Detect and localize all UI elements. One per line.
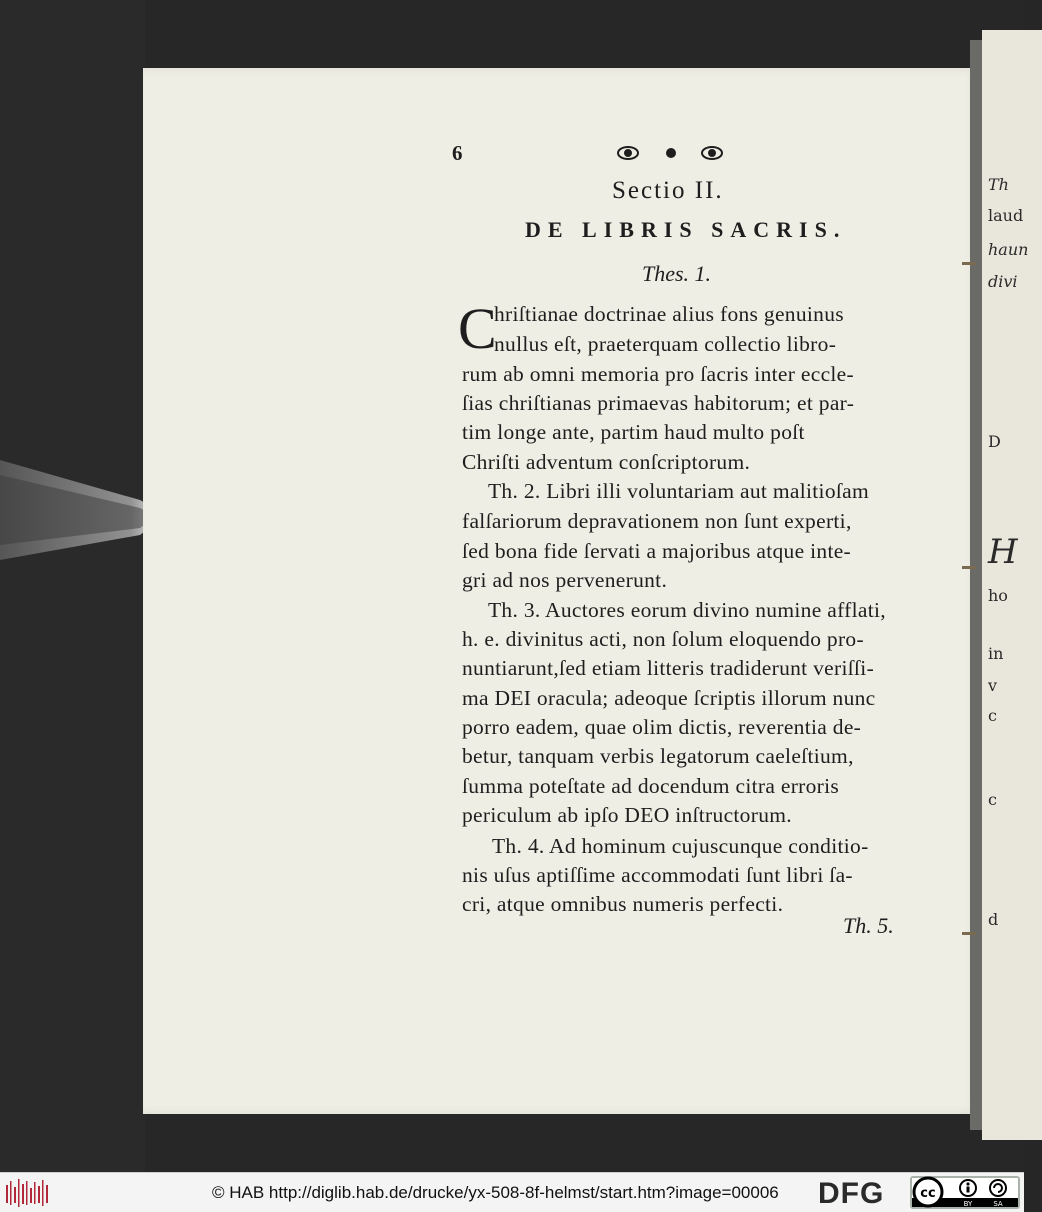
text-line: cri, atque omnibus numeris perfecti.: [462, 892, 784, 916]
page-edge-marker: [962, 262, 976, 265]
text-line: nuntiarunt,ſed etiam litteris tradiderunt veriſſi-: [462, 656, 875, 680]
page-edge-marker: [962, 932, 976, 935]
scan-background: [0, 0, 145, 1172]
next-page-fragment: haun: [988, 240, 1029, 259]
text-line: Th. 2. Libri illi voluntariam aut malitioſam: [488, 479, 870, 503]
viewer-footer: [0, 1172, 1024, 1212]
text-line: nullus eſt, praeterquam collectio libro-: [494, 332, 837, 356]
text-line: ſumma poteſtate ad docendum citra erroris: [462, 774, 840, 798]
next-page-fragment: D: [988, 432, 1001, 451]
next-page-fragment: divi: [988, 272, 1018, 291]
ornament-icon: [614, 142, 730, 164]
text-line: periculum ab ipſo DEO inſtructorum.: [462, 803, 792, 827]
drop-cap: C: [458, 296, 497, 361]
section-title: Sectio II.: [612, 177, 724, 204]
text-line: nis uſus aptiſſime accommodati ſunt libri ſa-: [462, 863, 853, 887]
svg-text:SA: SA: [993, 1200, 1003, 1208]
page-number: 6: [452, 141, 463, 165]
thesis-label: Thes. 1.: [642, 261, 712, 286]
text-line: ma DEI oracula; adeoque ſcriptis illorum nunc: [462, 686, 876, 710]
text-line: gri ad nos pervenerunt.: [462, 568, 668, 592]
text-line: ſed bona fide ſervati a majoribus atque inte-: [462, 539, 852, 563]
next-page-fragment: v: [988, 676, 998, 695]
svg-text:cc: cc: [920, 1186, 936, 1201]
text-line: h. e. divinitus acti, non ſolum eloquendo pro-: [462, 627, 864, 651]
catchword: Th. 5.: [843, 913, 894, 938]
text-line: tim longe ante, partim haud multo poſt: [462, 420, 805, 444]
copyright-link[interactable]: © HAB http://diglib.hab.de/drucke/yx-508-8f-helmst/start.htm?image=00006: [212, 1183, 779, 1202]
next-page-fragment: laud: [988, 206, 1024, 225]
text-line: hriſtianae doctrinae alius fons genuinus: [494, 302, 844, 326]
next-page-fragment: H: [988, 532, 1018, 572]
text-line: rum ab omni memoria pro ſacris inter eccle-: [462, 362, 854, 386]
next-page-fragment: ho: [988, 586, 1008, 605]
next-page-fragment: c: [988, 790, 997, 809]
next-page-fragment: c: [988, 706, 997, 725]
text-line: porro eadem, quae olim dictis, reverentia de-: [462, 715, 862, 739]
text-line: Th. 3. Auctores eorum divino numine afflati,: [488, 598, 886, 622]
next-page-edge: [982, 30, 1042, 1140]
text-line: Th. 4. Ad hominum cujuscunque conditio-: [492, 834, 869, 858]
svg-text:BY: BY: [963, 1200, 973, 1208]
next-page-fragment: in: [988, 644, 1004, 663]
barcode-icon: [6, 1179, 48, 1207]
page-edge-marker: [962, 566, 976, 569]
section-subtitle: DE LIBRIS SACRIS.: [525, 217, 847, 242]
next-page-fragment: d: [988, 910, 999, 929]
text-line: ſias chriſtianas primaevas habitorum; et par-: [462, 391, 855, 415]
text-line: betur, tanquam verbis legatorum caeleſtium,: [462, 744, 854, 768]
cc-by-sa-license-icon[interactable]: [910, 1176, 1020, 1209]
text-line: Chriſti adventum conſcriptorum.: [462, 450, 751, 474]
dfg-logo: DFG: [818, 1177, 885, 1210]
text-line: falſariorum depravationem non ſunt experti,: [462, 509, 852, 533]
next-page-fragment: Th: [988, 175, 1009, 194]
